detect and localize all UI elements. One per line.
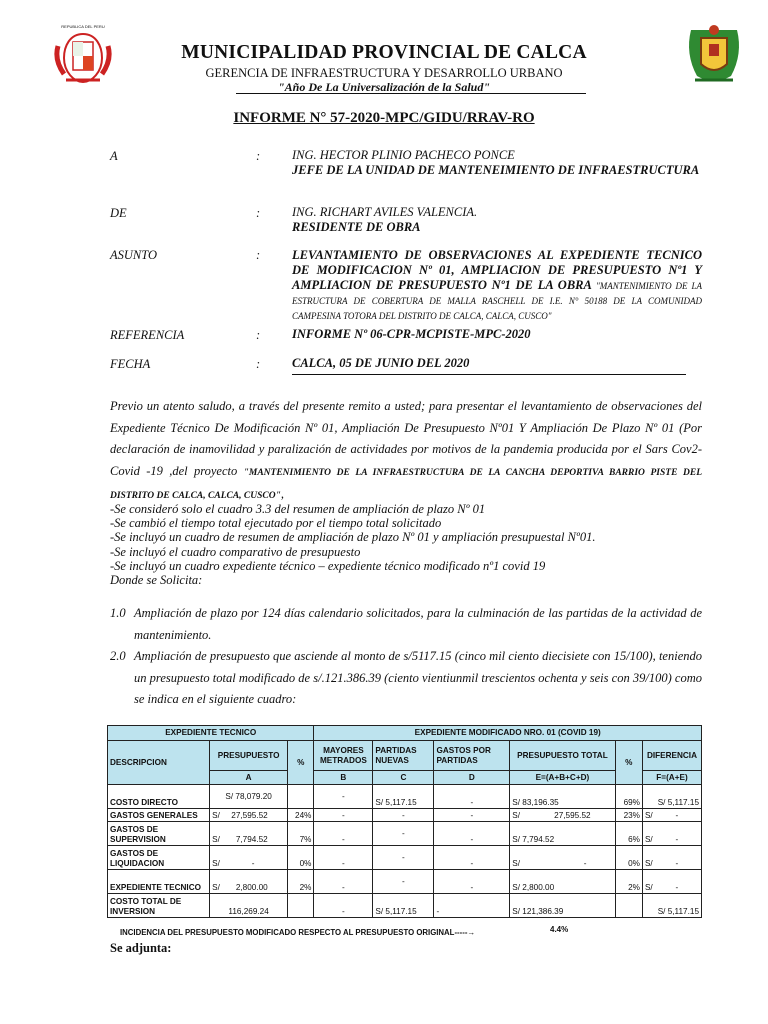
numbered-item-2 (110, 646, 702, 711)
cell-desc: EXPEDIENTE TECNICO (108, 870, 210, 894)
page-title: MUNICIPALIDAD PROVINCIAL DE CALCA (181, 42, 587, 63)
asunto-main: LEVANTAMIENTO DE OBSERVACIONES AL EXPEDIENTE TECNICO DE MODIFICACION Nº 01, AMPLIACION DE PRESUPUESTO Nº1 Y AMPLIACION DE PRESUPUESTO Nº1 DE LA OBRA (292, 248, 702, 292)
de-role: RESIDENTE DE OBRA (292, 220, 421, 234)
incidencia-note: INCIDENCIA DEL PRESUPUESTO MODIFICADO RESPECTO AL PRESUPUESTO ORIGINAL-----→ (120, 928, 476, 937)
col-descripcion: DESCRIPCION (108, 741, 210, 785)
fecha-value: CALCA, 05 DE JUNIO DEL 2020 (292, 356, 470, 370)
cell-pct (288, 894, 314, 918)
cell-pct (288, 785, 314, 809)
a-label: A (110, 149, 118, 163)
list-item: Donde se Solicita: (110, 573, 203, 588)
referencia-value: INFORME Nº 06-CPR-MCPISTE-MPC-2020 (292, 327, 531, 341)
list-item: -Se incluyó un cuadro de resumen de ampliación de plazo Nº 01 y ampliación presupuestal Nº01. (110, 530, 596, 545)
asunto-text (292, 248, 702, 323)
cell-desc: COSTO DIRECTO (108, 785, 210, 809)
item-text: Ampliación de plazo por 124 días calendario solicitados, para la culminación de las partidas de la actividad de mantenimiento. (134, 606, 702, 642)
numbered-item-1 (110, 603, 702, 646)
cell-pct: 0% (288, 846, 314, 870)
cell-may: - (314, 785, 373, 809)
cell-pres: S/ - (210, 846, 288, 870)
cell-pct2 (615, 894, 642, 918)
cell-part: - (373, 822, 434, 846)
col-partidas: PARTIDAS NUEVAS (373, 741, 434, 771)
cell-pct2: 2% (615, 870, 642, 894)
intro-text: Previo un atento saludo, a través del presente remito a usted; para presentar el levantamiento de observaciones del Expediente Técnico De Modificación Nº 01, Ampliación De Presupuesto Nº01 Y Ampliación De Plazo Nº 01 (Por declaración de inamovilidad y paralización de actividades por motivos de la pandemia producida por el Sars Cov2- Covid -19 ,del proyecto (110, 399, 702, 478)
cell-dif: S/ - (642, 822, 701, 846)
project-name: "MANTENIMIENTO DE LA INFRAESTRUCTURA DE LA CANCHA DEPORTIVA BARRIO PISTE DEL DISTRITO DE CALCA, CALCA, CUSCO" (110, 467, 703, 501)
de-label: DE (110, 206, 127, 220)
table-row (108, 870, 702, 894)
cell-part: S/ 5,117.15 (373, 894, 434, 918)
col-gastos: GASTOS POR PARTIDAS (434, 741, 510, 771)
cell-dif: S/ - (642, 870, 701, 894)
cell-part: S/ 5,117.15 (373, 785, 434, 809)
referencia-label: REFERENCIA (110, 328, 185, 342)
letter-d: D (434, 771, 510, 785)
cell-may: - (314, 894, 373, 918)
cell-pres: S/ 7,794.52 (210, 822, 288, 846)
formula-f: F=(A+E) (642, 771, 701, 785)
col-presupuesto-total: PRESUPUESTO TOTAL (510, 741, 615, 771)
table-row (108, 846, 702, 870)
subtitle: GERENCIA DE INFRAESTRUCTURA Y DESARROLLO URBANO (205, 66, 563, 80)
asunto-label: ASUNTO (110, 248, 158, 262)
se-adjunta: Se adjunta: (110, 941, 172, 955)
intro-paragraph (110, 396, 702, 508)
cell-may: - (314, 809, 373, 822)
cell-desc: COSTO TOTAL DE INVERSION (108, 894, 210, 918)
cell-may: - (314, 822, 373, 846)
cell-gast: - (434, 809, 510, 822)
cell-ptot: S/ 121,386.39 (510, 894, 615, 918)
letter-a: A (210, 771, 288, 785)
cell-part: - (373, 809, 434, 822)
list-item: -Se incluyó un cuadro expediente técnico – expediente técnico modificado nº1 covid 19 (110, 558, 546, 573)
col-presupuesto: PRESUPUESTO (210, 741, 288, 771)
cell-desc: GASTOS DE LIQUIDACION (108, 846, 210, 870)
colon: : (256, 357, 261, 371)
table-row (108, 894, 702, 918)
colon: : (256, 328, 261, 342)
cell-may: - (314, 870, 373, 894)
fecha-label: FECHA (110, 357, 151, 371)
bullet-list (110, 502, 710, 587)
fields-divider (292, 374, 686, 375)
cell-ptot: S/ - (510, 846, 615, 870)
letter-b: B (314, 771, 373, 785)
header-modificado: EXPEDIENTE MODIFICADO NRO. 01 (COVID 19) (314, 726, 702, 741)
header-expediente: EXPEDIENTE TECNICO (108, 726, 314, 741)
cell-ptot: S/ 83,196.35 (510, 785, 615, 809)
cell-dif: S/ 5,117.15 (642, 894, 701, 918)
a-role: JEFE DE LA UNIDAD DE MANTENEIMIENTO DE INFRAESTRUCTURA (292, 163, 700, 177)
cell-desc: GASTOS DE SUPERVISION (108, 822, 210, 846)
cell-may: - (314, 846, 373, 870)
cell-pres: 116,269.24 (210, 894, 288, 918)
table-row (108, 822, 702, 846)
cell-gast: - (434, 785, 510, 809)
col-pct: % (288, 741, 314, 785)
cell-pres: S/ 27,595.52 (210, 809, 288, 822)
motto: "Año De La Universalización de la Salud" (277, 80, 490, 94)
a-name: ING. HECTOR PLINIO PACHECO PONCE (292, 148, 515, 162)
cell-pct2: 6% (615, 822, 642, 846)
list-item: -Se incluyó el cuadro comparativo de presupuesto (110, 544, 361, 559)
seal-text: REPUBLICA DEL PERU (61, 24, 105, 29)
cell-gast: - (434, 870, 510, 894)
list-item: -Se consideró solo el cuadro 3.3 del resumen de ampliación de plazo Nº 01 (110, 502, 486, 516)
cell-gast: - (434, 894, 510, 918)
header-divider (236, 93, 586, 94)
cell-pres: S/ 2,800.00 (210, 870, 288, 894)
cell-dif: S/ 5,117.15 (642, 785, 701, 809)
colon: : (256, 206, 261, 220)
cell-pct2: 23% (615, 809, 642, 822)
item-number: 1.0 (110, 606, 126, 620)
cell-gast: - (434, 846, 510, 870)
cell-pct2: 69% (615, 785, 642, 809)
list-item: -Se cambió el tiempo total ejecutado por el tiempo total solicitado (110, 516, 442, 531)
cell-desc: GASTOS GENERALES (108, 809, 210, 822)
letter-c: C (373, 771, 434, 785)
cell-ptot: S/ 7,794.52 (510, 822, 615, 846)
cell-pres: S/ 78,079.20 (210, 785, 288, 809)
cell-part: - (373, 870, 434, 894)
cell-pct: 7% (288, 822, 314, 846)
intro-end: , (280, 487, 284, 501)
budget-table (107, 725, 702, 918)
colon: : (256, 248, 261, 262)
cell-pct2: 0% (615, 846, 642, 870)
table-row (108, 809, 702, 822)
informe-number: INFORME N° 57-2020-MPC/GIDU/RRAV-RO (233, 110, 535, 126)
cell-ptot: S/ 2,800.00 (510, 870, 615, 894)
cell-part: - (373, 846, 434, 870)
col-mayores: MAYORES METRADOS (314, 741, 373, 771)
formula-e: E=(A+B+C+D) (510, 771, 615, 785)
col-diferencia: DIFERENCIA (642, 741, 701, 771)
colon: : (256, 149, 261, 163)
cell-pct: 24% (288, 809, 314, 822)
incidencia-percent: 4.4% (550, 925, 569, 934)
item-number: 2.0 (110, 649, 126, 663)
asunto-detail: "MANTENIMIENTO DE LA ESTRUCTURA DE COBERTURA DE MALLA RASCHELL DE I.E. N° 50188 DE LA COMUNIDAD CAMPESINA TOTORA DEL DISTRITO DE CALCA, CALCA, CUSCO" (292, 281, 703, 321)
cell-gast: - (434, 822, 510, 846)
cell-dif: S/ - (642, 846, 701, 870)
table-row (108, 785, 702, 809)
de-name: ING. RICHART AVILES VALENCIA. (292, 205, 478, 219)
cell-ptot: S/ 27,595.52 (510, 809, 615, 822)
item-text: Ampliación de presupuesto que asciende al monto de s/5117.15 (cinco mil ciento diecisiete con 15/100), teniendo un presupuesto total modificado de s/.121.386.39 (ciento vientiunmil trescientos ochenta y seis con 39/100) como se indica en el siguiente cuadro: (134, 649, 702, 706)
col-pct2: % (615, 741, 642, 785)
cell-dif: S/ - (642, 809, 701, 822)
cell-pct: 2% (288, 870, 314, 894)
